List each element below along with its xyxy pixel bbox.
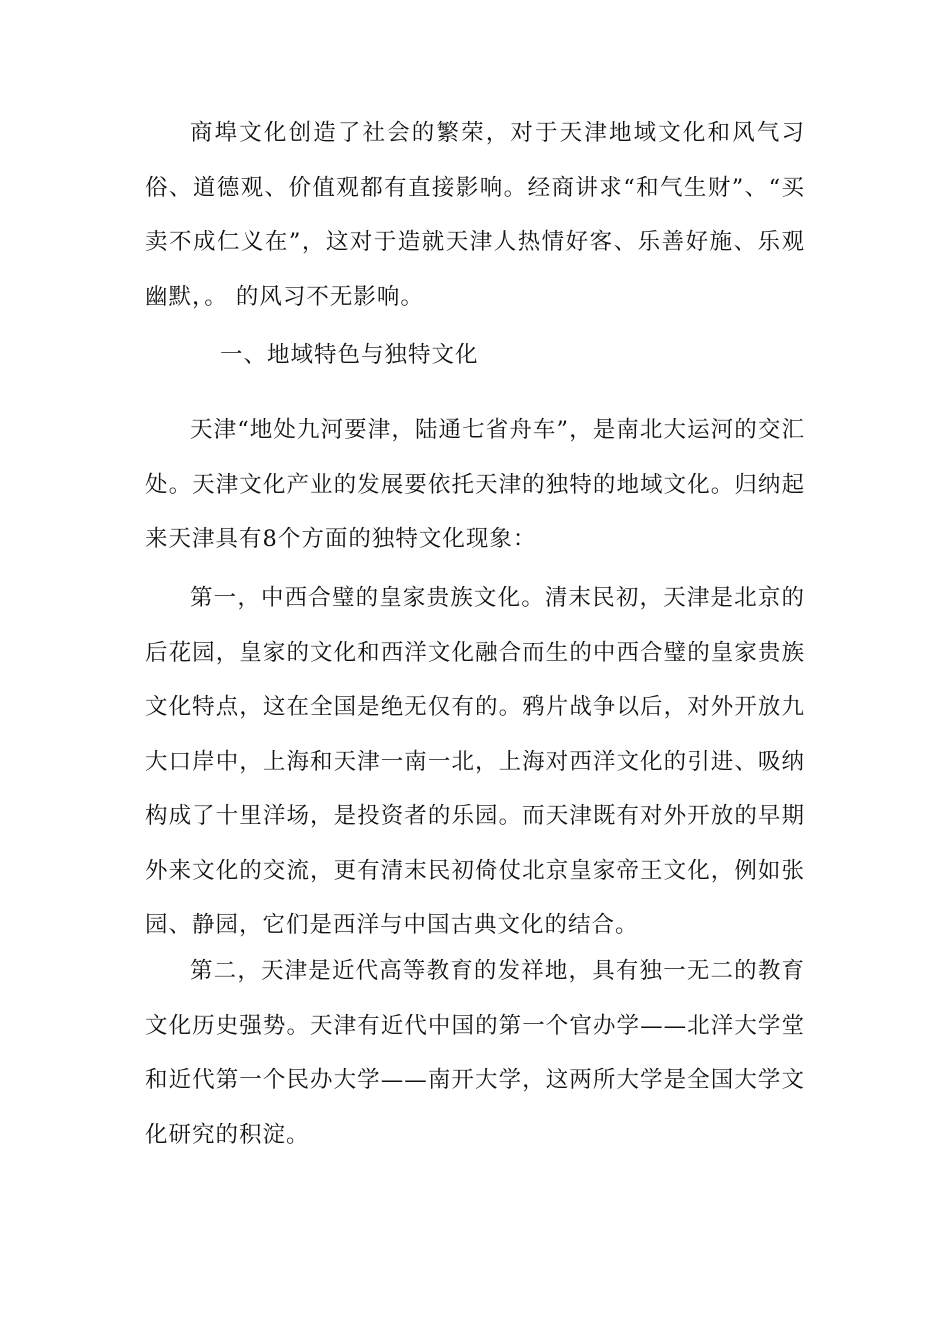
body-paragraph-second: 第二，天津是近代高等教育的发祥地，具有独一无二的教育文化历史强势。天津有近代中国的第一个官办学——北洋大学堂和近代第一个民办大学——南开大学，这两所大学是全国大学文化研究的积淀。	[145, 958, 805, 1148]
body-paragraph-overview: 天津“地处九河要津，陆通七省舟车”，是南北大运河的交汇处。天津文化产业的发展要依托天津的独特的地域文化。归纳起来天津具有8个方面的独特文化现象：	[145, 417, 805, 552]
section-heading: 一、地域特色与独特文化	[220, 342, 479, 368]
intro-paragraph: 商埠文化创造了社会的繁荣，对于天津地域文化和风气习俗、道德观、价值观都有直接影响。经商讲求“和气生财”、“买卖不成仁义在”，这对于造就天津人热情好客、乐善好施、乐观幽默，。 的风习不无影响。	[145, 120, 805, 310]
body-paragraph-first: 第一，中西合璧的皇家贵族文化。清末民初，天津是北京的后花园，皇家的文化和西洋文化融合而生的中西合璧的皇家贵族文化特点，这在全国是绝无仅有的。鸦片战争以后，对外开放九大口岸中，上海和天津一南一北，上海对西洋文化的引进、吸纳构成了十里洋场，是投资者的乐园。而天津既有对外开放的早期外来文化的交流，更有清末民初倚仗北京皇家帝王文化，例如张园、静园，它们是西洋与中国古典文化的结合。	[145, 585, 805, 938]
